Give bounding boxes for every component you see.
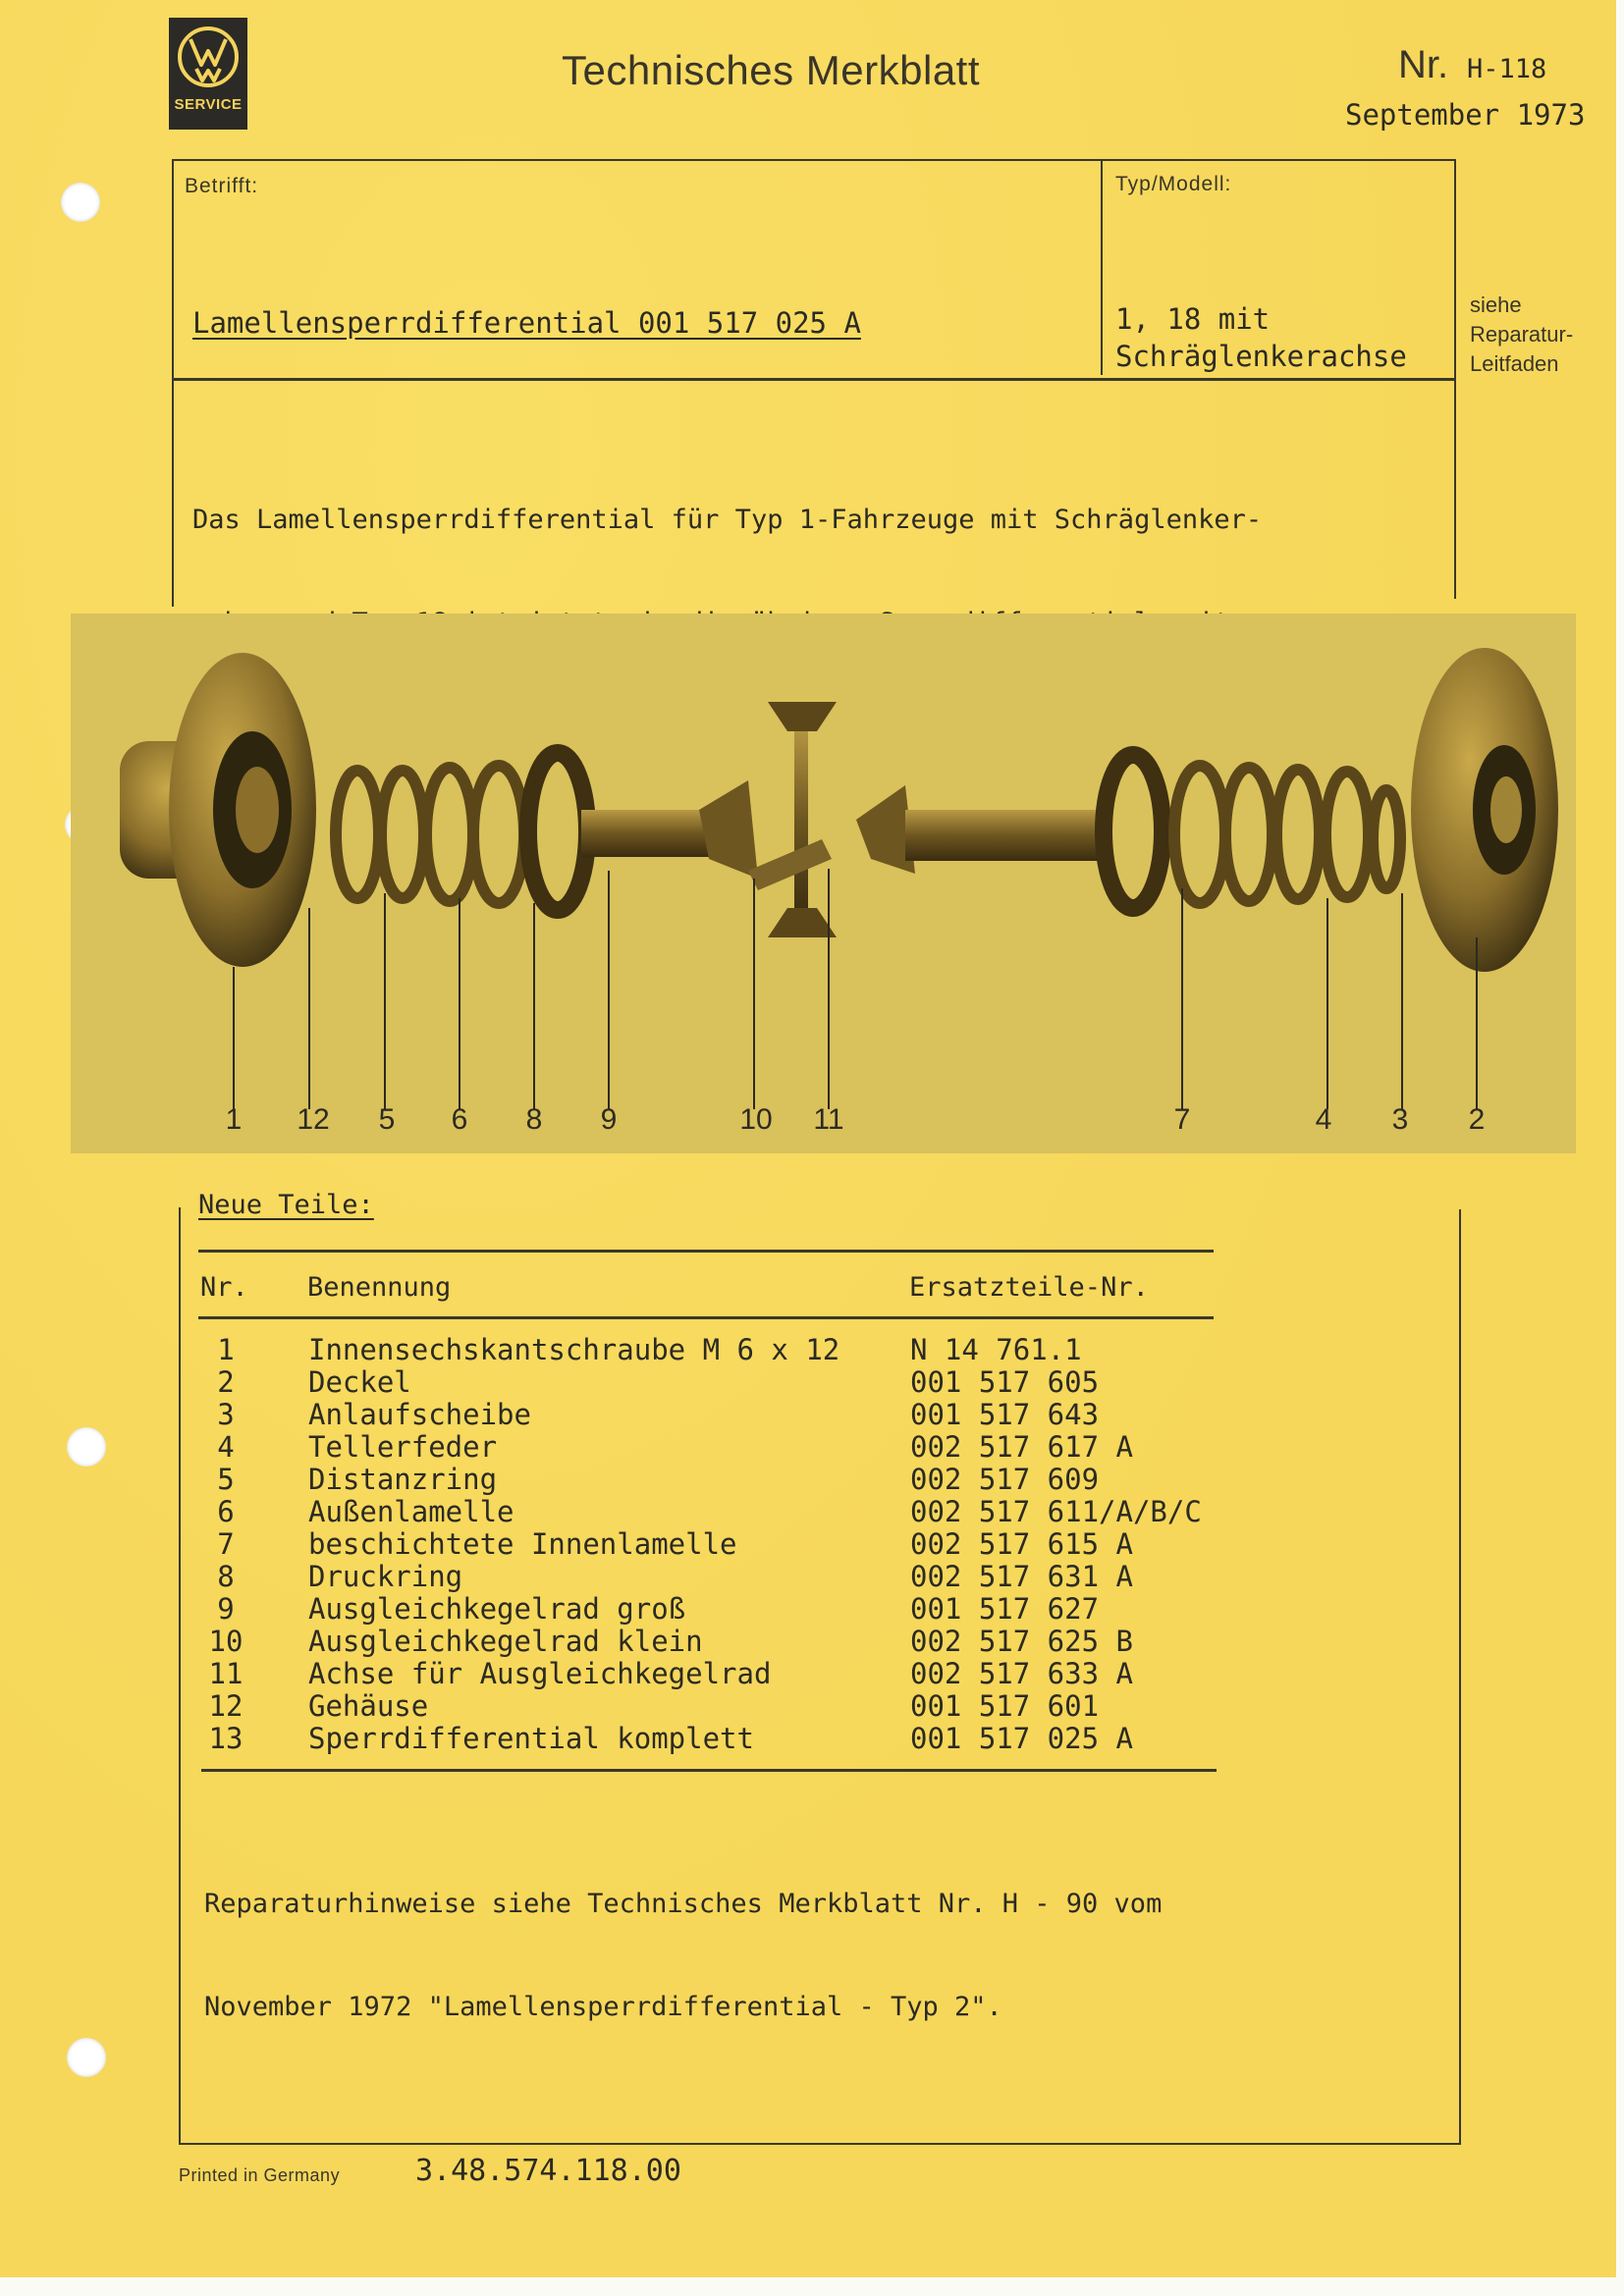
table-bottom-rule: [201, 1769, 1217, 1772]
repair-note-line: November 1972 "Lamellensperrdifferential - Typ 2".: [204, 1992, 1002, 2022]
side-note: [1470, 291, 1573, 379]
punch-hole: [61, 183, 100, 222]
table-row: [201, 1398, 1252, 1430]
type-value-line: 1, 18 mit: [1115, 302, 1271, 336]
table-row: [201, 1527, 1252, 1560]
cell-partnumber: 002 517 609: [910, 1463, 1100, 1496]
callout-label: 10: [739, 1103, 773, 1136]
box-mid-border: [172, 378, 1456, 381]
cell-nr: 12: [208, 1689, 244, 1723]
printed-in-note: Printed in Germany: [179, 2165, 341, 2185]
column-header-name: Benennung: [307, 1272, 452, 1303]
callout-label: 4: [1315, 1103, 1332, 1136]
cell-name: Gehäuse: [308, 1689, 429, 1723]
table-row: [201, 1657, 1252, 1689]
side-note-line: Reparatur-: [1470, 322, 1574, 347]
parts-table: [201, 1333, 1252, 1754]
callout-label: 3: [1391, 1103, 1409, 1136]
cell-name: Innensechskantschraube M 6 x 12: [308, 1333, 840, 1366]
table-row: [201, 1722, 1252, 1754]
document-title: Technisches Merkblatt: [562, 47, 981, 93]
table-row: [201, 1495, 1252, 1527]
cell-name: Sperrdifferential komplett: [308, 1722, 754, 1755]
cell-nr: 10: [208, 1625, 244, 1658]
side-note-line: siehe: [1470, 293, 1522, 317]
table-row: [201, 1430, 1252, 1463]
cell-name: beschichtete Innenlamelle: [308, 1527, 737, 1561]
cell-partnumber: 001 517 025 A: [910, 1722, 1133, 1755]
cell-partnumber: 001 517 627: [910, 1592, 1100, 1626]
type-value-line: Schräglenkerachse: [1115, 340, 1407, 373]
table-top-rule: [198, 1250, 1214, 1253]
cell-partnumber: 002 517 625 B: [910, 1625, 1133, 1658]
cell-partnumber: 002 517 611/A/B/C: [910, 1495, 1202, 1528]
table-header-rule: [198, 1316, 1214, 1319]
column-header-nr: Nr.: [200, 1272, 248, 1303]
callout-label: 5: [378, 1103, 396, 1136]
cell-name: Anlaufscheibe: [308, 1398, 531, 1431]
repair-note-line: Reparaturhinweise siehe Technisches Merkblatt Nr. H - 90 vom: [204, 1889, 1163, 1919]
vw-service-logo: [169, 18, 247, 130]
cell-nr: 11: [208, 1657, 244, 1690]
punch-hole: [67, 1427, 106, 1467]
cell-partnumber: 002 517 631 A: [910, 1560, 1133, 1593]
document-date: September 1973: [1345, 98, 1586, 132]
cover-right-part: [1411, 648, 1558, 972]
cell-nr: 9: [217, 1592, 235, 1626]
callout-label: 1: [225, 1103, 243, 1136]
lower-box-right-border: [1459, 1209, 1461, 2144]
logo-text: SERVICE: [174, 96, 243, 113]
intro-line: Das Lamellensperrdifferential für Typ 1-Fahrzeuge mit Schräglenker-: [192, 505, 1263, 535]
cell-nr: 5: [217, 1463, 235, 1496]
document-number-label: Nr.: [1398, 43, 1449, 86]
parts-heading: Neue Teile:: [198, 1190, 374, 1220]
box-divider-vertical: [1101, 159, 1103, 375]
cell-partnumber: 001 517 601: [910, 1689, 1100, 1723]
exploded-view-photo: [71, 614, 1576, 1153]
document-code: 3.48.574.118.00: [415, 2154, 681, 2188]
cell-name: Druckring: [308, 1560, 463, 1593]
cell-partnumber: 002 517 633 A: [910, 1657, 1133, 1690]
cell-partnumber: N 14 761.1: [910, 1333, 1082, 1366]
type-label: Typ/Modell:: [1115, 173, 1232, 195]
callout-label: 11: [813, 1103, 844, 1136]
table-row: [201, 1560, 1252, 1592]
callout-label: 6: [451, 1103, 468, 1136]
callout-label: 2: [1468, 1103, 1486, 1136]
cell-nr: 3: [217, 1398, 235, 1431]
cell-nr: 2: [217, 1365, 235, 1399]
callout-label: 8: [525, 1103, 543, 1136]
cell-name: Deckel: [308, 1365, 411, 1399]
type-value: [1115, 300, 1407, 375]
box-top-border: [172, 159, 1456, 161]
cell-partnumber: 001 517 643: [910, 1398, 1100, 1431]
cell-partnumber: 001 517 605: [910, 1365, 1100, 1399]
box-left-border: [172, 159, 174, 607]
cell-nr: 8: [217, 1560, 235, 1593]
column-header-partnumber: Ersatzteile-Nr.: [909, 1272, 1149, 1303]
cell-nr: 1: [217, 1333, 235, 1366]
cell-nr: 6: [217, 1495, 235, 1528]
table-row: [201, 1592, 1252, 1625]
lower-box-left-border: [179, 1207, 181, 2145]
table-row: [201, 1625, 1252, 1657]
repair-note: [204, 1818, 1162, 2058]
cell-name: Ausgleichkegelrad groß: [308, 1592, 686, 1626]
subject-label: Betrifft:: [185, 175, 259, 197]
cell-nr: 4: [217, 1430, 235, 1464]
side-note-line: Leitfaden: [1470, 351, 1559, 376]
subject-value: Lamellensperrdifferential 001 517 025 A: [192, 306, 861, 340]
table-row: [201, 1365, 1252, 1398]
punch-hole: [67, 2038, 106, 2077]
table-row: [201, 1463, 1252, 1495]
table-row: [201, 1689, 1252, 1722]
cell-name: Achse für Ausgleichkegelrad: [308, 1657, 772, 1690]
cell-name: Ausgleichkegelrad klein: [308, 1625, 703, 1658]
document-number: H-118: [1467, 54, 1547, 84]
cell-nr: 13: [208, 1722, 244, 1755]
callout-label: 7: [1173, 1103, 1191, 1136]
cell-name: Außenlamelle: [308, 1495, 514, 1528]
cell-partnumber: 002 517 615 A: [910, 1527, 1133, 1561]
table-row: [201, 1333, 1252, 1365]
callout-label: 9: [600, 1103, 618, 1136]
cell-partnumber: 002 517 617 A: [910, 1430, 1133, 1464]
pinion-shaft: [794, 721, 808, 918]
vw-emblem-icon: [177, 26, 240, 88]
lower-box-bottom-border: [179, 2143, 1461, 2145]
side-shaft-right: [905, 810, 1102, 861]
cell-name: Tellerfeder: [308, 1430, 498, 1464]
callout-label: 12: [297, 1103, 330, 1136]
cell-nr: 7: [217, 1527, 235, 1561]
cell-name: Distanzring: [308, 1463, 498, 1496]
